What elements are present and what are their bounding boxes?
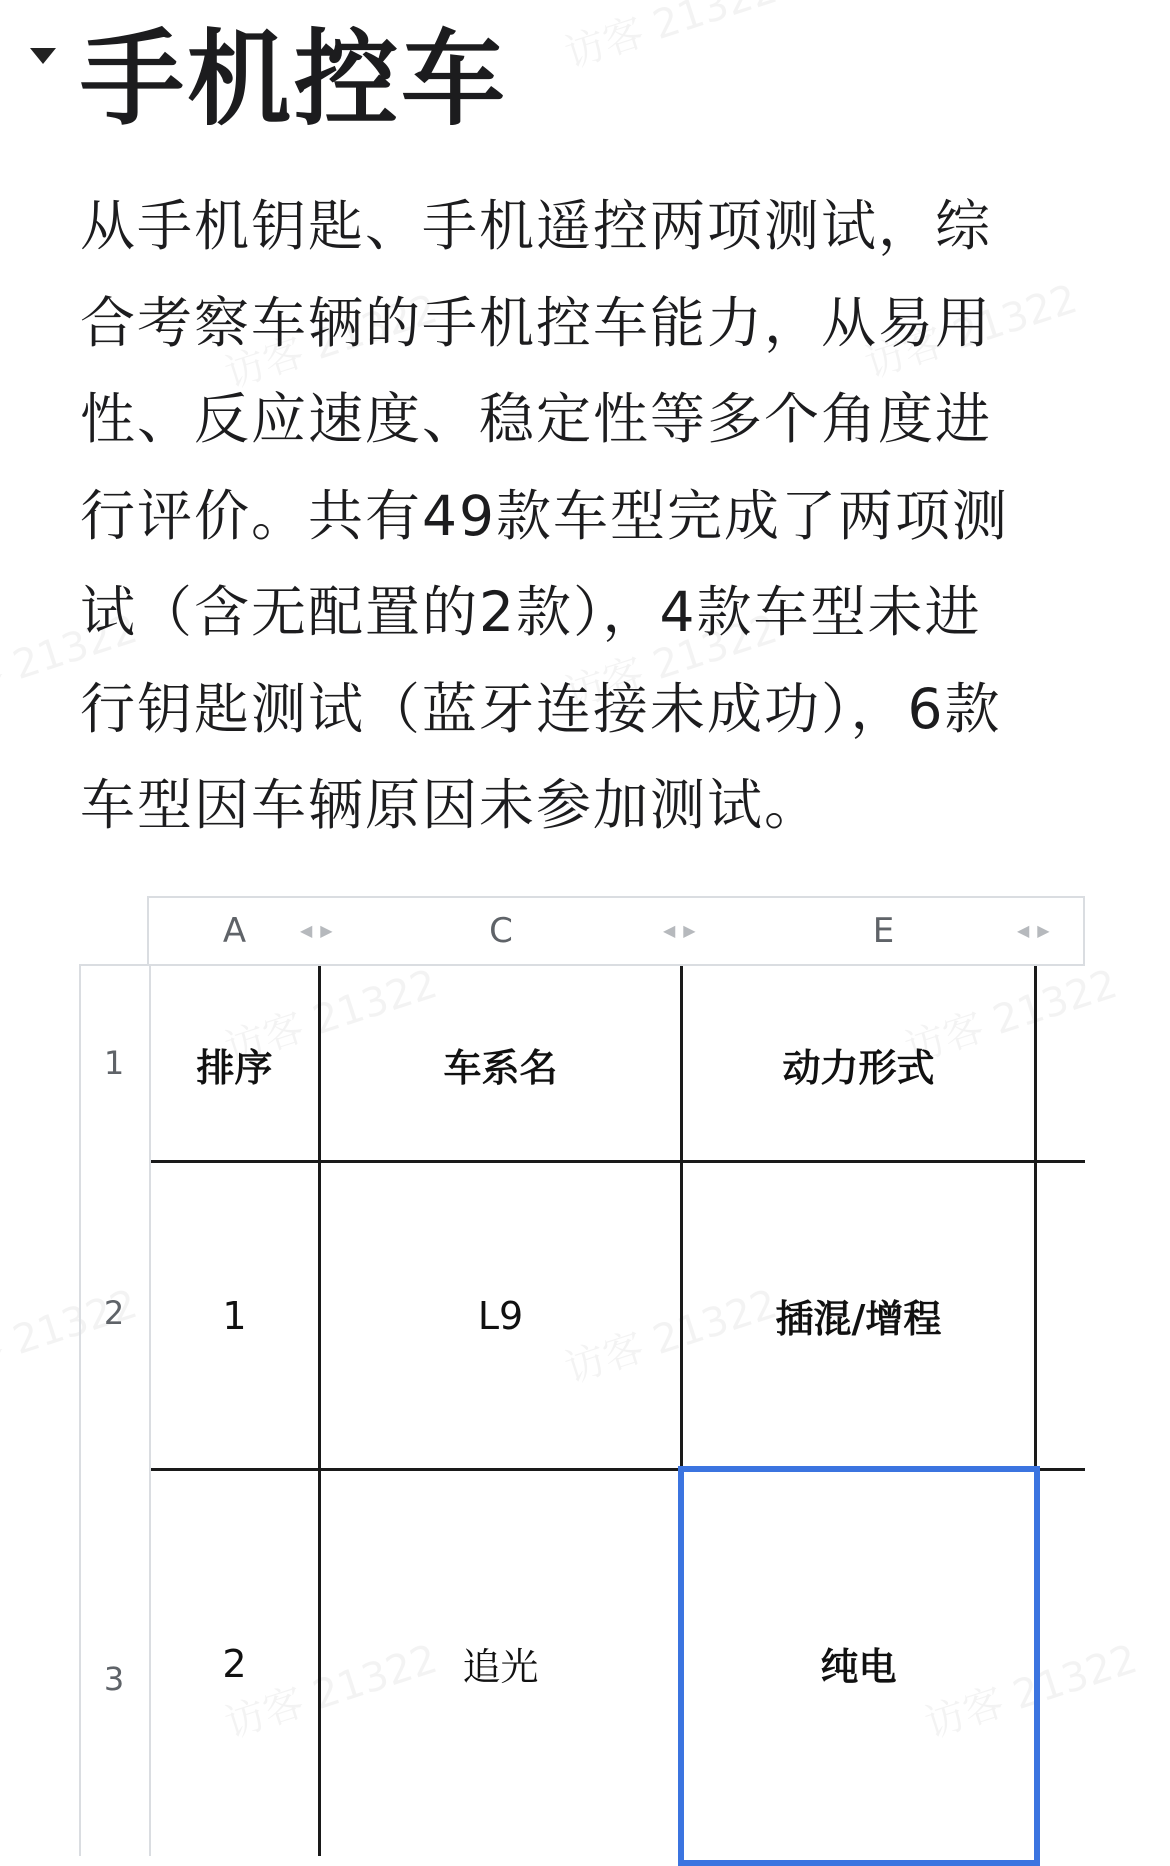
embedded-spreadsheet[interactable]	[79, 896, 1085, 1856]
collapse-caret-icon[interactable]	[30, 48, 56, 64]
watermark	[557, 0, 784, 80]
cell-a1[interactable]: 排序	[196, 1045, 273, 1090]
row-header-2[interactable]: 2	[103, 1294, 125, 1332]
paragraph-line: 合考察车辆的手机控车能力，从易用	[80, 290, 993, 355]
sheet-border	[79, 896, 81, 1856]
cell-e1[interactable]: 动力形式	[782, 1045, 935, 1090]
column-letter: C	[489, 911, 513, 951]
column-header-c[interactable]	[320, 896, 682, 966]
paragraph-line: 行钥匙测试（蓝牙连接未成功），6款	[80, 676, 1002, 741]
column-resize-arrows-icon[interactable]: ◀▶	[663, 921, 704, 940]
cell-selection-highlight	[678, 1466, 1040, 1866]
cell-e3[interactable]: 纯电	[820, 1645, 897, 1689]
column-letter: E	[872, 911, 895, 951]
column-letter: A	[222, 911, 247, 951]
cell-a3[interactable]: 2	[222, 1641, 247, 1686]
paragraph-line: 车型因车辆原因未参加测试。	[80, 773, 822, 837]
cell-c1[interactable]: 车系名	[443, 1045, 558, 1090]
paragraph-line: 性、反应速度、稳定性等多个角度进	[80, 387, 993, 451]
paragraph-line: 试（含无配置的2款），4款车型未进	[80, 580, 982, 644]
cell-e2[interactable]: 插混/增程	[775, 1297, 942, 1341]
column-resize-arrows-icon[interactable]: ◀▶	[1017, 921, 1058, 940]
paragraph-line: 从手机钥匙、手机遥控两项测试，综	[80, 194, 993, 258]
cell-a2[interactable]: 1	[222, 1293, 247, 1338]
row-header-1[interactable]: 1	[103, 1044, 125, 1082]
paragraph-line: 行评价。共有49款车型完成了两项测	[80, 483, 1009, 548]
column-header-a[interactable]	[149, 896, 320, 966]
cell-c3[interactable]: 追光	[462, 1645, 539, 1689]
column-resize-arrows-icon[interactable]: ◀▶	[300, 921, 341, 940]
cell-c2[interactable]: L9	[477, 1293, 524, 1338]
section-title: 手机控车	[80, 18, 509, 140]
sheet-corner-cell[interactable]	[79, 896, 149, 966]
section-paragraph	[80, 178, 1090, 854]
row-header-3[interactable]: 3	[103, 1660, 125, 1698]
